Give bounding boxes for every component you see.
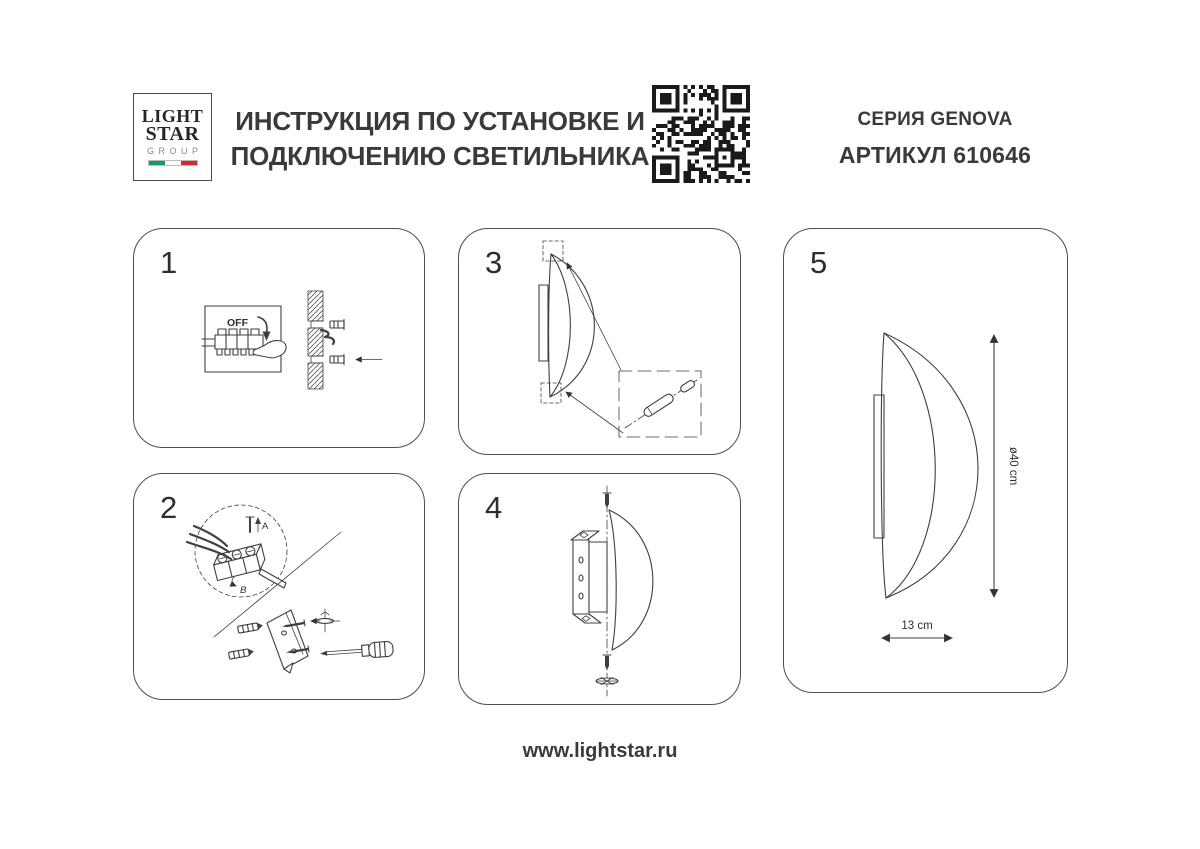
dowel-icon (330, 320, 344, 330)
page-title-line1: ИНСТРУКЦИЯ ПО УСТАНОВКЕ И (235, 106, 645, 136)
depth-dim-label: 13 cm (901, 620, 933, 632)
label-b: B (240, 585, 247, 596)
lamp-side-view (539, 254, 594, 397)
wall-bracket-icon (571, 531, 607, 623)
lamp-side-view (874, 333, 978, 598)
step-1-panel (133, 228, 425, 448)
lamp-dome (609, 510, 653, 650)
fixing-point-top (543, 241, 563, 261)
step-1-drawing (134, 229, 426, 449)
qr-code-wrap (652, 85, 750, 183)
dowel-icon (330, 355, 344, 365)
step-2-panel (133, 473, 425, 700)
step-4-drawing (459, 474, 742, 706)
off-label: OFF (227, 317, 248, 329)
step-5-panel (783, 228, 1068, 693)
page-title (228, 104, 652, 174)
lightstar-logo (133, 93, 212, 181)
mounting-bracket-icon (267, 610, 308, 673)
screw-icon (603, 655, 611, 670)
step-5-drawing (784, 229, 1069, 694)
height-dim-label: ø40 cm (1007, 446, 1019, 486)
arrow-b-icon (232, 577, 236, 586)
step-number: 2 (160, 490, 178, 525)
product-info (795, 109, 1075, 169)
label-a: A (262, 521, 269, 532)
power-off-inset (202, 306, 286, 372)
flag-white (165, 161, 181, 165)
step-number: 3 (485, 245, 503, 280)
height-dimension (994, 335, 1019, 597)
step-2-drawing (134, 474, 426, 701)
qr-code (652, 85, 750, 183)
logo-word: STAR (145, 122, 200, 145)
pointer-arrow-icon (567, 263, 621, 370)
step-number: 4 (485, 490, 503, 525)
logo-word: LIGHT (141, 106, 204, 127)
pointer-arrow-icon (566, 392, 623, 433)
screwdriver-icon (320, 641, 394, 661)
series-label: СЕРИЯ GENOVA (857, 109, 1013, 130)
screw-detail-box (619, 371, 701, 437)
terminal-block-icon (211, 544, 267, 581)
screw-plan-icon (311, 609, 340, 632)
step-number: 5 (810, 245, 828, 280)
screw-plan-icon (596, 678, 618, 685)
dowel-icon (229, 648, 255, 659)
screw-a-icon (246, 517, 261, 532)
screw-icon (603, 493, 611, 508)
logo-word: GROUP (146, 145, 203, 156)
flag-red (181, 161, 197, 165)
step-number: 1 (160, 245, 178, 280)
step-4-panel (458, 473, 741, 705)
page-title-line2: ПОДКЛЮЧЕНИЮ СВЕТИЛЬНИКА (230, 141, 650, 172)
italian-flag-icon (148, 160, 198, 166)
dowel-icon (238, 622, 264, 633)
step-3-panel (458, 228, 741, 455)
article-label: АРТИКУЛ 610646 (838, 142, 1032, 168)
step-3-drawing (459, 229, 742, 456)
wall-section (308, 291, 334, 389)
website-url: www.lightstar.ru (522, 740, 678, 762)
depth-dimension (882, 620, 952, 638)
flag-green (149, 161, 165, 165)
